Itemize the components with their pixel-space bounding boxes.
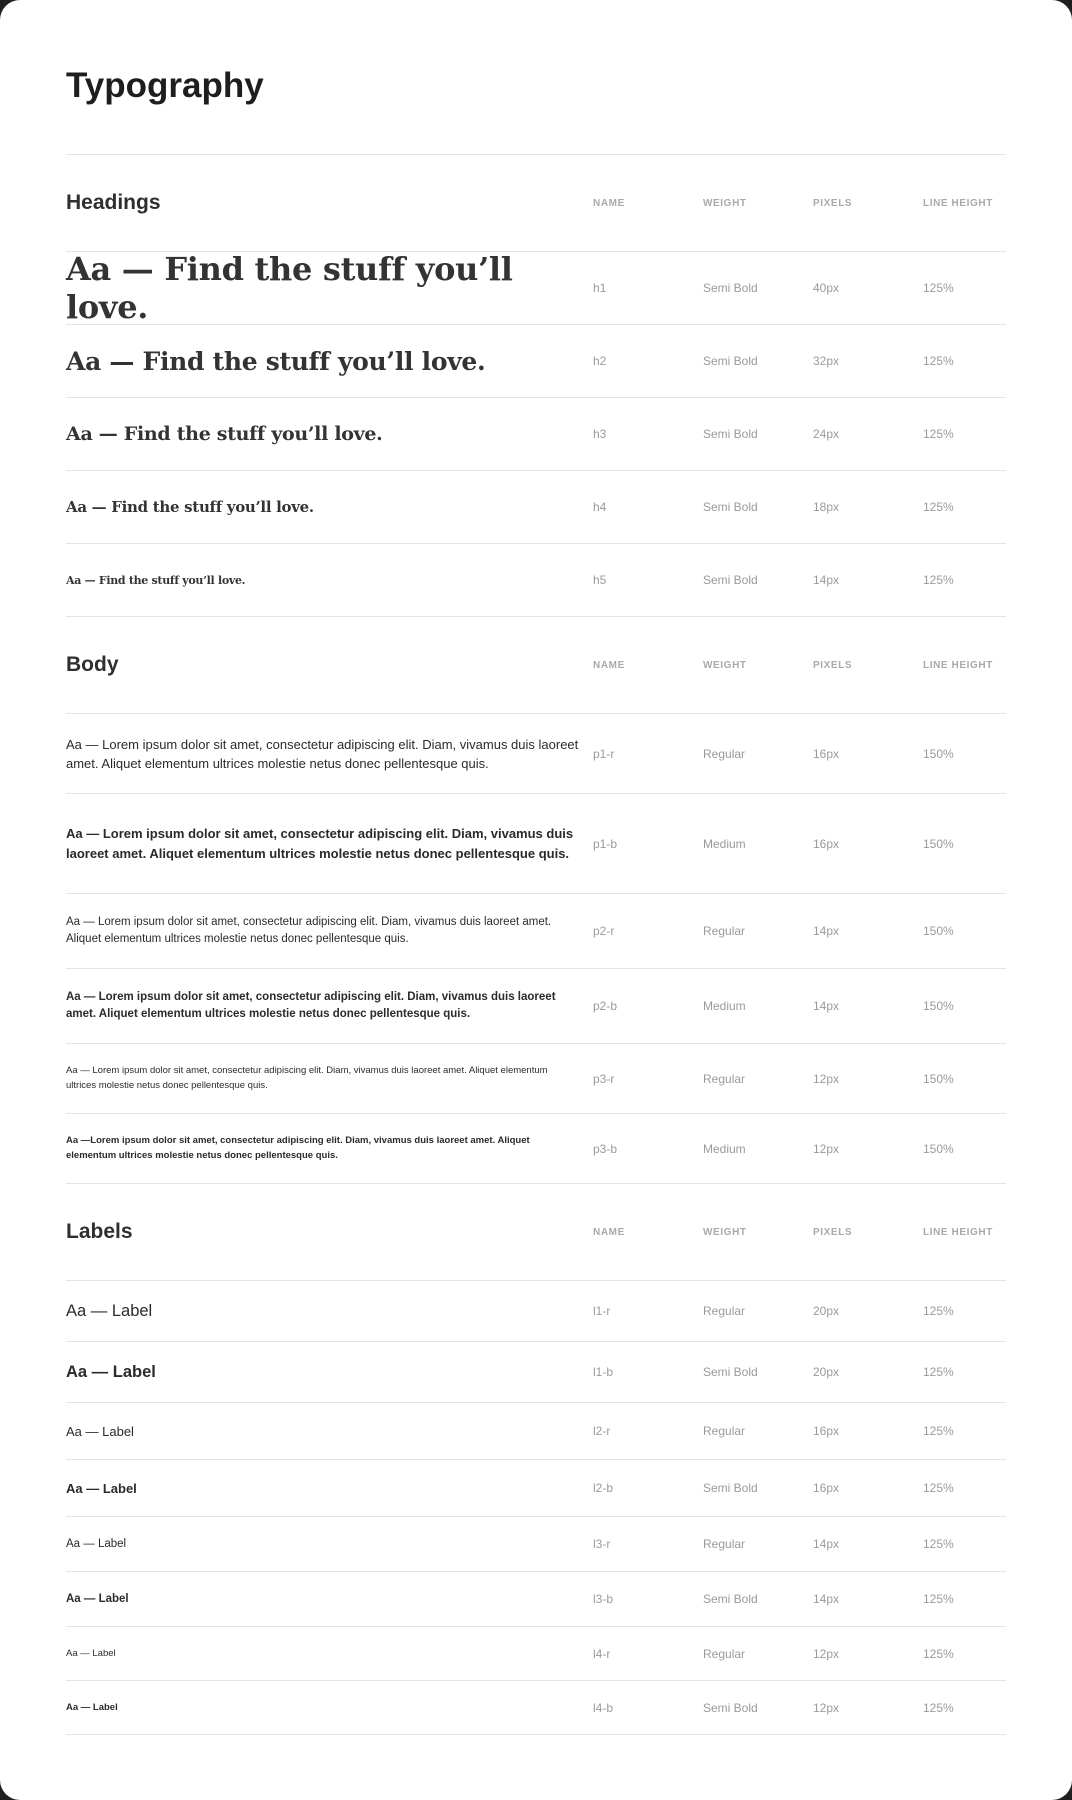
type-row-l3-b xyxy=(66,1572,1006,1627)
column-header-line-height: LINE HEIGHT xyxy=(923,659,993,671)
style-pixels: 16px xyxy=(813,836,840,851)
style-line-height: 125% xyxy=(923,354,954,368)
style-pixels: 24px xyxy=(813,427,840,441)
style-pixels: 18px xyxy=(813,500,840,514)
style-pixels: 12px xyxy=(813,1141,840,1156)
style-pixels: 14px xyxy=(813,999,840,1013)
body-section xyxy=(66,617,1006,1184)
style-weight: Regular xyxy=(703,1646,746,1661)
style-name: l4-r xyxy=(593,1646,611,1661)
type-row-h3 xyxy=(66,398,1006,471)
type-row-l1-b xyxy=(66,1342,1006,1403)
style-name: p3-r xyxy=(593,1071,615,1086)
type-sample: Aa — Find the stuff you’ll love. xyxy=(66,423,383,445)
type-sample: Aa — Find the stuff you’ll love. xyxy=(66,498,314,516)
section-header xyxy=(66,155,1006,252)
style-weight: Regular xyxy=(703,924,746,938)
section-title: Headings xyxy=(66,191,161,214)
type-row-h4 xyxy=(66,471,1006,544)
style-name: h1 xyxy=(593,281,607,295)
column-header-name: NAME xyxy=(593,1226,625,1238)
style-weight: Semi Bold xyxy=(703,573,758,587)
type-sample: Aa — Label xyxy=(66,1538,127,1550)
style-line-height: 150% xyxy=(923,999,954,1013)
type-sample: Aa — Find the stuff you’ll love. xyxy=(66,573,246,587)
style-pixels: 16px xyxy=(813,746,840,761)
type-sample: Aa — Lorem ipsum dolor sit amet, consectetur adipiscing elit. Diam, vivamus duis laoreet amet. Aliquet elementum ultrices molestie netus donec pellentesque quis. xyxy=(66,1065,548,1091)
style-weight: Semi Bold xyxy=(703,354,758,368)
style-weight: Semi Bold xyxy=(703,1592,758,1606)
style-name: h3 xyxy=(593,427,607,441)
style-name: p1-r xyxy=(593,746,615,761)
style-weight: Semi Bold xyxy=(703,281,758,295)
style-line-height: 125% xyxy=(923,1646,954,1661)
column-header-pixels: PIXELS xyxy=(813,197,853,209)
style-weight: Semi Bold xyxy=(703,1481,758,1495)
style-name: l1-r xyxy=(593,1304,611,1318)
headings-section xyxy=(66,155,1006,617)
type-sample: Aa — Find the stuff you’ll love. xyxy=(66,346,486,376)
style-pixels: 40px xyxy=(813,281,840,295)
type-sample: Aa — Lorem ipsum dolor sit amet, consectetur adipiscing elit. Diam, vivamus duis laoreet amet. Aliquet elementum ultrices molestie netus donec pellentesque quis. xyxy=(66,736,579,771)
style-name: l3-b xyxy=(593,1592,614,1606)
style-pixels: 16px xyxy=(813,1424,840,1438)
type-sample: Aa — Lorem ipsum dolor sit amet, consectetur adipiscing elit. Diam, vivamus duis laoreet amet. Aliquet elementum ultrices molestie netus donec pellentesque quis. xyxy=(66,916,552,945)
type-sample: Aa — Find the stuff you’ll love. xyxy=(66,250,513,326)
type-sample: Aa — Label xyxy=(66,1480,137,1496)
page-title: Typography xyxy=(66,66,264,105)
column-header-name: NAME xyxy=(593,197,625,209)
style-line-height: 125% xyxy=(923,1537,954,1551)
style-name: p3-b xyxy=(593,1141,618,1156)
style-weight: Regular xyxy=(703,1424,746,1438)
style-weight: Semi Bold xyxy=(703,1700,758,1715)
style-pixels: 20px xyxy=(813,1365,840,1379)
type-row-p3-b xyxy=(66,1114,1006,1184)
style-name: l2-r xyxy=(593,1424,611,1438)
style-name: p1-b xyxy=(593,836,618,851)
type-row-l4-b xyxy=(66,1681,1006,1735)
column-header-line-height: LINE HEIGHT xyxy=(923,1226,993,1238)
style-weight: Regular xyxy=(703,1537,746,1551)
column-header-line-height: LINE HEIGHT xyxy=(923,197,993,209)
column-header-weight: WEIGHT xyxy=(703,197,747,209)
style-weight: Regular xyxy=(703,1071,746,1086)
style-name: l2-b xyxy=(593,1481,614,1495)
column-header-weight: WEIGHT xyxy=(703,1226,747,1238)
type-sample: Aa — Lorem ipsum dolor sit amet, consectetur adipiscing elit. Diam, vivamus duis laoreet amet. Aliquet elementum ultrices molestie netus donec pellentesque quis. xyxy=(66,826,574,861)
style-weight: Regular xyxy=(703,746,746,761)
type-row-h2 xyxy=(66,325,1006,398)
column-header-pixels: PIXELS xyxy=(813,1226,853,1238)
style-name: l1-b xyxy=(593,1365,614,1379)
style-weight: Regular xyxy=(703,1304,746,1318)
type-row-p2-r xyxy=(66,894,1006,969)
type-row-h5 xyxy=(66,544,1006,617)
style-line-height: 150% xyxy=(923,924,954,938)
type-row-l3-r xyxy=(66,1517,1006,1572)
section-title: Labels xyxy=(66,1220,133,1243)
type-sample: Aa — Lorem ipsum dolor sit amet, consectetur adipiscing elit. Diam, vivamus duis laoreet amet. Aliquet elementum ultrices molestie netus donec pellentesque quis. xyxy=(66,991,556,1020)
style-name: h2 xyxy=(593,354,607,368)
style-weight: Semi Bold xyxy=(703,427,758,441)
style-pixels: 32px xyxy=(813,354,840,368)
style-weight: Medium xyxy=(703,1141,746,1156)
section-header xyxy=(66,1184,1006,1281)
type-row-l4-r xyxy=(66,1627,1006,1681)
style-line-height: 125% xyxy=(923,1304,954,1318)
type-row-p1-r xyxy=(66,714,1006,794)
style-weight: Medium xyxy=(703,999,746,1013)
type-row-l2-b xyxy=(66,1460,1006,1517)
style-name: l4-b xyxy=(593,1700,614,1715)
style-name: p2-r xyxy=(593,924,615,938)
style-name: h5 xyxy=(593,573,607,587)
style-pixels: 12px xyxy=(813,1646,840,1661)
style-pixels: 12px xyxy=(813,1700,840,1715)
style-line-height: 125% xyxy=(923,573,954,587)
style-pixels: 14px xyxy=(813,573,840,587)
style-weight: Medium xyxy=(703,836,746,851)
type-sample: Aa — Label xyxy=(66,1362,156,1381)
style-name: l3-r xyxy=(593,1537,611,1551)
style-weight: Semi Bold xyxy=(703,500,758,514)
style-line-height: 125% xyxy=(923,427,954,441)
type-row-l2-r xyxy=(66,1403,1006,1460)
style-line-height: 150% xyxy=(923,1141,954,1156)
type-row-p3-r xyxy=(66,1044,1006,1114)
style-line-height: 125% xyxy=(923,1481,954,1495)
style-name: p2-b xyxy=(593,999,618,1013)
type-sample: Aa — Label xyxy=(66,1648,116,1659)
style-pixels: 12px xyxy=(813,1071,840,1086)
style-line-height: 150% xyxy=(923,1071,954,1086)
style-name: h4 xyxy=(593,500,607,514)
style-pixels: 14px xyxy=(813,924,840,938)
style-pixels: 14px xyxy=(813,1537,840,1551)
column-header-weight: WEIGHT xyxy=(703,659,747,671)
type-sample: Aa — Label xyxy=(66,1301,153,1320)
type-row-l1-r xyxy=(66,1281,1006,1342)
style-line-height: 125% xyxy=(923,1424,954,1438)
type-row-p2-b xyxy=(66,969,1006,1044)
style-line-height: 125% xyxy=(923,1592,954,1606)
style-line-height: 125% xyxy=(923,500,954,514)
style-line-height: 150% xyxy=(923,836,954,851)
type-row-h1 xyxy=(66,252,1006,325)
type-sample: Aa —Lorem ipsum dolor sit amet, consectetur adipiscing elit. Diam, vivamus duis laoreet amet. Aliquet elementum ultrices molestie netus donec pellentesque quis. xyxy=(66,1135,530,1161)
column-header-pixels: PIXELS xyxy=(813,659,853,671)
labels-section xyxy=(66,1184,1006,1735)
section-header xyxy=(66,617,1006,714)
style-pixels: 16px xyxy=(813,1481,840,1495)
type-sample: Aa — Label xyxy=(66,1593,129,1605)
type-sample: Aa — Label xyxy=(66,1702,118,1713)
style-line-height: 125% xyxy=(923,281,954,295)
style-line-height: 125% xyxy=(923,1365,954,1379)
type-row-p1-b xyxy=(66,794,1006,894)
type-sample: Aa — Label xyxy=(66,1423,134,1439)
style-weight: Semi Bold xyxy=(703,1365,758,1379)
column-header-name: NAME xyxy=(593,659,625,671)
style-pixels: 20px xyxy=(813,1304,840,1318)
style-line-height: 125% xyxy=(923,1700,954,1715)
style-line-height: 150% xyxy=(923,746,954,761)
section-title: Body xyxy=(66,653,119,676)
style-pixels: 14px xyxy=(813,1592,840,1606)
